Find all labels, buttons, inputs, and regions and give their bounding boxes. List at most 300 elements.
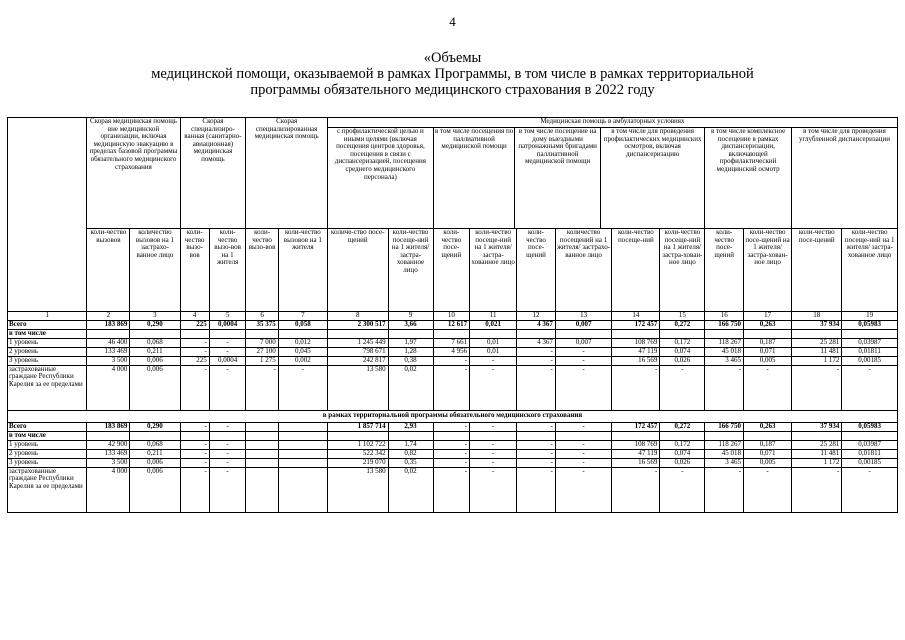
table-cell: 0,074 [660,449,705,458]
table-cell: - [209,440,246,449]
table-cell [87,431,130,440]
table-row [8,338,898,347]
subcol-header: количе-ство посе-щений [327,229,388,312]
subgroup-in-depth: в том числе для проведения углубленной диспансеризации [798,128,891,143]
table-cell: 3,66 [388,320,433,329]
table-cell: 0,006 [130,365,180,410]
table-cell: - [209,467,246,512]
table-cell: - [470,449,517,458]
table-row [8,422,898,431]
row-label: 3 уровень [8,356,87,365]
table-cell: 3 500 [87,458,130,467]
table-cell [246,458,278,467]
table-cell [842,329,898,338]
subgroup-palliative: в том числе посещения по паллиативной медицинской помощи [433,128,514,228]
table-cell: 12 617 [433,320,470,329]
table-cell [209,329,246,338]
table-cell: 0,03987 [842,338,898,347]
subcol-header: коли-чество вызовов на 1 жителя [278,229,327,312]
group-header-specialized-ambulance: Скорая специализированная медицинская помощь [246,118,328,229]
table-cell: 0,02 [388,467,433,512]
group-header-outpatient [327,118,897,229]
table-cell: - [180,449,209,458]
table-cell: 0,01 [470,338,517,347]
table-row [8,347,898,356]
table-cell: 172 457 [612,422,660,431]
table-cell [517,329,556,338]
table-cell: 0,068 [130,338,180,347]
column-index: 8 [327,312,388,321]
table-cell: 1,97 [388,338,433,347]
table-cell: 0,263 [744,320,792,329]
table-cell: - [180,365,209,410]
table-cell: 133 469 [87,449,130,458]
table-cell [744,431,792,440]
table-cell [705,431,744,440]
table-cell: - [792,365,842,410]
table-cell: 0,007 [555,338,611,347]
table-cell: - [209,338,246,347]
subcol-header: коли-чество посе-щений на 1 жителя/ застра-хован-ное лицо [744,229,792,312]
table-row [8,365,898,410]
table-row [8,440,898,449]
subcol-header: коли-чество вызовов [87,229,130,312]
table-cell: - [517,347,556,356]
table-cell: 1 102 722 [327,440,388,449]
table-cell: 0,045 [278,347,327,356]
table-row [8,329,898,338]
table-cell: - [470,422,517,431]
column-index: 6 [246,312,278,321]
column-index: 7 [278,312,327,321]
table-cell [130,329,180,338]
table-cell [433,431,470,440]
table-cell: 0,006 [130,458,180,467]
table-cell: - [470,467,517,512]
subgroup-preventive: с профилактической целью и иными целями (включая посещения центров здоровья, посещения в связи с диспансеризацией, посещения среднего медицинского персонала) [328,128,433,228]
table-cell: 1,28 [388,347,433,356]
table-cell: 25 281 [792,338,842,347]
table-cell [278,440,327,449]
table-cell: - [246,365,278,410]
table-cell [842,431,898,440]
table-cell: - [209,347,246,356]
table-cell: 0,263 [744,422,792,431]
subgroup-home-visit: в том числе посещение на дому выездными патронажными бригадами паллиативной медицинской помощи [515,128,601,228]
table-cell: - [660,365,705,410]
table-cell: - [180,440,209,449]
table-cell: 0,290 [130,320,180,329]
table-cell [246,440,278,449]
outpatient-title: Медицинская помощь в амбулаторных условиях [328,118,897,128]
table-cell: 0,005 [744,356,792,365]
subcol-header: коли-чество вызо-вов [246,229,278,312]
table-cell: 0,002 [278,356,327,365]
table-row [8,449,898,458]
table-cell: - [470,440,517,449]
table-cell [246,467,278,512]
table-cell: 0,290 [130,422,180,431]
subcol-header: коли-чество посе-щений [705,229,744,312]
table-cell: - [278,365,327,410]
group-header-air-ambulance: Скорая специализиро-ванная (санитарно-авиационная) медицинская помощь [180,118,246,229]
table-cell [612,329,660,338]
table-cell [246,431,278,440]
table-cell: 0,02 [388,365,433,410]
table-cell: 4 956 [433,347,470,356]
table-cell: - [517,422,556,431]
table-cell: 0,006 [130,356,180,365]
table-cell: - [433,422,470,431]
column-index: 18 [792,312,842,321]
table-cell: 0,00185 [842,458,898,467]
column-index: 2 [87,312,130,321]
table-cell [278,329,327,338]
table-cell [278,458,327,467]
table-cell: 0,058 [278,320,327,329]
corner-cell [8,118,87,312]
column-index: 5 [209,312,246,321]
table-cell: - [209,458,246,467]
table-row [8,458,898,467]
subcol-header: коли-чество посеще-ний на 1 жителя/ застра-хованное лицо [842,229,898,312]
table-cell: - [555,365,611,410]
table-cell: 3 465 [705,356,744,365]
table-cell: 108 769 [612,338,660,347]
table-cell: 133 469 [87,347,130,356]
table-cell [246,449,278,458]
table-cell [278,449,327,458]
subcol-header: количество вызовов на 1 застрахо-ванное лицо [130,229,180,312]
table-cell: - [517,440,556,449]
table-cell: - [555,449,611,458]
group-header-ambulance: Скорая медицинская помощь вне медицинской организации, включая медицинскую эвакуацию в пределах базовой программы обязательного медицинского страхования [87,118,180,229]
subcol-header: коли-чество посеще-ний [612,229,660,312]
table-cell [792,329,842,338]
table-cell: 0,211 [130,449,180,458]
table-cell [470,431,517,440]
table-cell: 16 569 [612,458,660,467]
table-cell: - [555,440,611,449]
table-cell: - [470,458,517,467]
table-cell [180,431,209,440]
subcol-header: коли-чество посе-щений [792,229,842,312]
table-cell: 47 119 [612,449,660,458]
subcolumn-header-row [8,229,898,312]
table-cell: 166 750 [705,320,744,329]
table-cell: 4 000 [87,365,130,410]
table-cell: 108 769 [612,440,660,449]
table-cell: 0,071 [744,347,792,356]
table-cell [209,431,246,440]
table-cell: - [744,365,792,410]
subcol-header: коли-чество посеще-ний на 1 жителя/ застра-хованное лицо [388,229,433,312]
table-cell [470,329,517,338]
table-cell: 522 342 [327,449,388,458]
table-cell: 0,187 [744,338,792,347]
volumes-table [7,117,898,513]
table-cell: 0,012 [278,338,327,347]
table-cell: 25 281 [792,440,842,449]
table-cell: 0,272 [660,422,705,431]
table-cell: 2 300 517 [327,320,388,329]
table-cell: 4 367 [517,338,556,347]
table-cell: 0,172 [660,338,705,347]
table-cell: 166 750 [705,422,744,431]
table-cell: 0,007 [555,320,611,329]
table-cell: - [612,467,660,512]
table-cell: - [433,458,470,467]
table-cell [792,431,842,440]
table-cell: 1 172 [792,458,842,467]
table-cell: 42 900 [87,440,130,449]
table-cell [388,329,433,338]
table-cell [327,329,388,338]
table-cell: 1 172 [792,356,842,365]
row-label: 1 уровень [8,440,87,449]
table-cell: - [180,422,209,431]
row-label: застрахованные граждане Республики Карелия за ее пределами [8,365,87,410]
table-cell: 0,211 [130,347,180,356]
table-cell: 183 869 [87,320,130,329]
subgroup-checkups: в том числе для проведения профилактических медицинских осмотров, включая диспансеризацию [600,128,704,228]
table-cell: 0,35 [388,458,433,467]
table-cell [388,431,433,440]
table-row [8,431,898,440]
column-index-row [8,312,898,321]
table-cell: 225 [180,356,209,365]
table-cell: - [180,458,209,467]
table-cell: - [180,338,209,347]
table-cell: 7 000 [246,338,278,347]
table-cell: 4 000 [87,467,130,512]
table-cell: 172 457 [612,320,660,329]
table-cell: 37 934 [792,320,842,329]
column-index: 11 [470,312,517,321]
table-cell: - [612,365,660,410]
table-cell [278,422,327,431]
table-cell: 11 481 [792,449,842,458]
table-cell: 0,03987 [842,440,898,449]
table-cell: 1 857 714 [327,422,388,431]
subgroup-complex-visit: в том числе комплексное посещение в рамках диспансеризации, включающей профилактический медицинский осмотр [705,128,792,228]
table-cell [517,431,556,440]
row-label: застрахованные граждане Республики Карелия за ее пределами [8,467,87,512]
title-line-3: программы обязательного медицинского страхования в 2022 году [250,82,655,98]
table-cell: 46 400 [87,338,130,347]
page-number: 4 [449,14,456,29]
column-index: 12 [517,312,556,321]
table-body [8,118,898,513]
row-label: Всего [8,320,87,329]
table-cell: - [209,365,246,410]
table-cell: 0,38 [388,356,433,365]
table-cell: 0,0004 [209,320,246,329]
row-label: в том числе [8,329,87,338]
table-cell: 0,00185 [842,356,898,365]
subcol-header: количество посещений на 1 жителя/ застрахо-ванное лицо [555,229,611,312]
table-cell: 35 375 [246,320,278,329]
table-cell: - [842,467,898,512]
column-index: 16 [705,312,744,321]
table-cell: - [517,467,556,512]
table-cell [555,329,611,338]
table-cell: - [470,356,517,365]
row-label: Всего [8,422,87,431]
table-cell: 0,05983 [842,422,898,431]
table-cell: 37 934 [792,422,842,431]
table-cell: - [842,365,898,410]
table-cell [180,329,209,338]
table-cell: 242 817 [327,356,388,365]
table-cell: 2,93 [388,422,433,431]
table-cell: 0,05983 [842,320,898,329]
column-index: 13 [555,312,611,321]
table-cell: - [555,458,611,467]
table-cell: 0,068 [130,440,180,449]
table-cell: - [705,467,744,512]
table-cell [744,329,792,338]
table-cell: 13 580 [327,467,388,512]
table-cell: 225 [180,320,209,329]
table-cell: - [555,422,611,431]
table-cell: - [433,356,470,365]
table-cell: 0,01811 [842,449,898,458]
table-row [8,320,898,329]
table-cell: 45 018 [705,449,744,458]
table-cell: 3 465 [705,458,744,467]
row-label: 3 уровень [8,458,87,467]
title-line-1: «Объемы [423,50,482,66]
table-cell: 1,74 [388,440,433,449]
column-index: 17 [744,312,792,321]
table-cell: 0,006 [130,467,180,512]
table-cell: - [433,467,470,512]
subcol-header: коли-чество посе-щений [433,229,470,312]
table-cell [278,431,327,440]
table-cell: - [433,365,470,410]
section-title-row [8,410,898,422]
table-row [8,356,898,365]
table-cell: 0,021 [470,320,517,329]
table-cell: 0,01811 [842,347,898,356]
table-cell: - [209,449,246,458]
table-cell: 0,026 [660,356,705,365]
table-cell: 11 481 [792,347,842,356]
table-cell: 1 245 449 [327,338,388,347]
table-cell: 0,172 [660,440,705,449]
table-cell: - [555,467,611,512]
table-cell [612,431,660,440]
section-title: в рамках территориальной программы обязательного медицинского страхования [8,410,898,422]
table-cell: 0,187 [744,440,792,449]
table-cell: 16 569 [612,356,660,365]
table-cell: - [744,467,792,512]
table-cell: 0,0004 [209,356,246,365]
table-cell: 0,01 [470,347,517,356]
table-cell: - [180,467,209,512]
table-cell: - [517,449,556,458]
subcol-header: коли-чество посеще-ний на 1 жителя/ застра-хованное лицо [470,229,517,312]
table-cell: - [433,440,470,449]
table-cell [278,467,327,512]
table-cell: - [660,467,705,512]
column-index: 15 [660,312,705,321]
column-index: 14 [612,312,660,321]
table-cell: - [209,422,246,431]
table-cell: 118 267 [705,338,744,347]
row-label: в том числе [8,431,87,440]
table-cell [433,329,470,338]
table-cell [246,329,278,338]
table-cell: - [517,356,556,365]
table-cell: - [470,365,517,410]
table-cell: - [517,458,556,467]
table-cell: - [180,347,209,356]
table-cell: - [433,449,470,458]
column-index: 10 [433,312,470,321]
column-index: 3 [130,312,180,321]
table-row [8,467,898,512]
column-index: 19 [842,312,898,321]
table-cell: 0,026 [660,458,705,467]
table-cell [130,431,180,440]
row-label: 2 уровень [8,347,87,356]
table-cell: 183 869 [87,422,130,431]
outpatient-subgroups [328,128,897,228]
table-cell: 0,071 [744,449,792,458]
table-cell: 0,272 [660,320,705,329]
subcol-header: коли-чество посе-щений [517,229,556,312]
table-cell: - [517,365,556,410]
subcol-header: коли-чество вызо-вов [180,229,209,312]
document-title [0,50,905,98]
subcol-header: коли-чество вызо-вов на 1 жителя [209,229,246,312]
table-cell: 13 580 [327,365,388,410]
table-cell [327,431,388,440]
table-cell: 0,82 [388,449,433,458]
table-cell [87,329,130,338]
table-cell: 0,005 [744,458,792,467]
row-label: 1 уровень [8,338,87,347]
table-cell: 3 500 [87,356,130,365]
row-label: 2 уровень [8,449,87,458]
table-cell: - [792,467,842,512]
table-cell [660,431,705,440]
column-index: 9 [388,312,433,321]
table-cell [246,422,278,431]
table-cell: 1 275 [246,356,278,365]
table-cell: 798 671 [327,347,388,356]
table-cell: 219 070 [327,458,388,467]
table-cell: - [555,356,611,365]
title-line-2: медицинской помощи, оказываемой в рамках Программы, в том числе в рамках территориальной [151,66,754,82]
table-cell: 0,074 [660,347,705,356]
table-cell: - [555,347,611,356]
table-cell: 7 661 [433,338,470,347]
table-cell: 27 100 [246,347,278,356]
table-cell: 4 367 [517,320,556,329]
table-cell: 118 267 [705,440,744,449]
column-index: 1 [8,312,87,321]
table-cell [705,329,744,338]
column-index: 4 [180,312,209,321]
table-cell [660,329,705,338]
table-cell [555,431,611,440]
table-cell: - [705,365,744,410]
table-cell: 45 018 [705,347,744,356]
table-cell: 47 119 [612,347,660,356]
